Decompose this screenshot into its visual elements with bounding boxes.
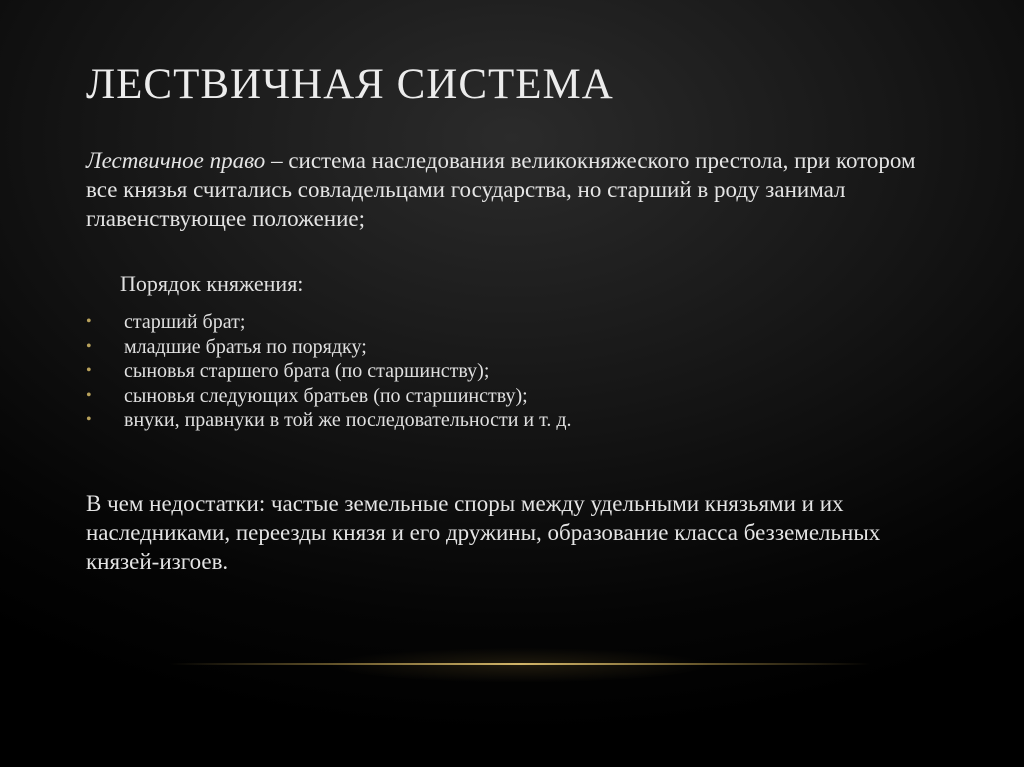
list-item: [86, 408, 572, 433]
order-heading: Порядок княжения:: [120, 271, 304, 296]
divider-line: [170, 663, 870, 665]
list-item-text: сыновья следующих братьев (по старшинству);: [124, 384, 528, 407]
order-list: [86, 310, 572, 433]
list-item: [86, 359, 572, 384]
list-item-text: старший брат;: [124, 311, 246, 333]
drawbacks-paragraph: В чем недостатки: частые земельные споры между удельными князьями и их наследниками, переезды князя и его дружины, образование класса безземельных князей-изгоев.: [86, 491, 881, 574]
bullet-icon: •: [86, 411, 92, 428]
bullet-icon: •: [86, 313, 92, 330]
list-item: [86, 384, 572, 409]
bullet-icon: •: [86, 337, 92, 355]
definition-text: – система наследования великокняжеского престола, при котором все князья считались совладельцами государства, но старший в роду занимал главенствующее положение;: [86, 148, 916, 231]
list-item-text: сыновья старшего брата (по старшинству);: [124, 360, 490, 382]
list-item: [86, 310, 572, 335]
list-item-text: младшие братья по порядку;: [124, 335, 367, 358]
list-item: [86, 335, 572, 360]
definition-paragraph: [86, 146, 936, 233]
slide-title: ЛЕСТВИЧНАЯ СИСТЕМА: [86, 61, 614, 108]
bullet-icon: •: [86, 386, 92, 404]
definition-term: Лествичное право: [86, 148, 266, 173]
bullet-icon: •: [86, 362, 92, 379]
list-item-text: внуки, правнуки в той же последовательности и т. д.: [124, 409, 572, 431]
divider-glow: [250, 640, 790, 690]
